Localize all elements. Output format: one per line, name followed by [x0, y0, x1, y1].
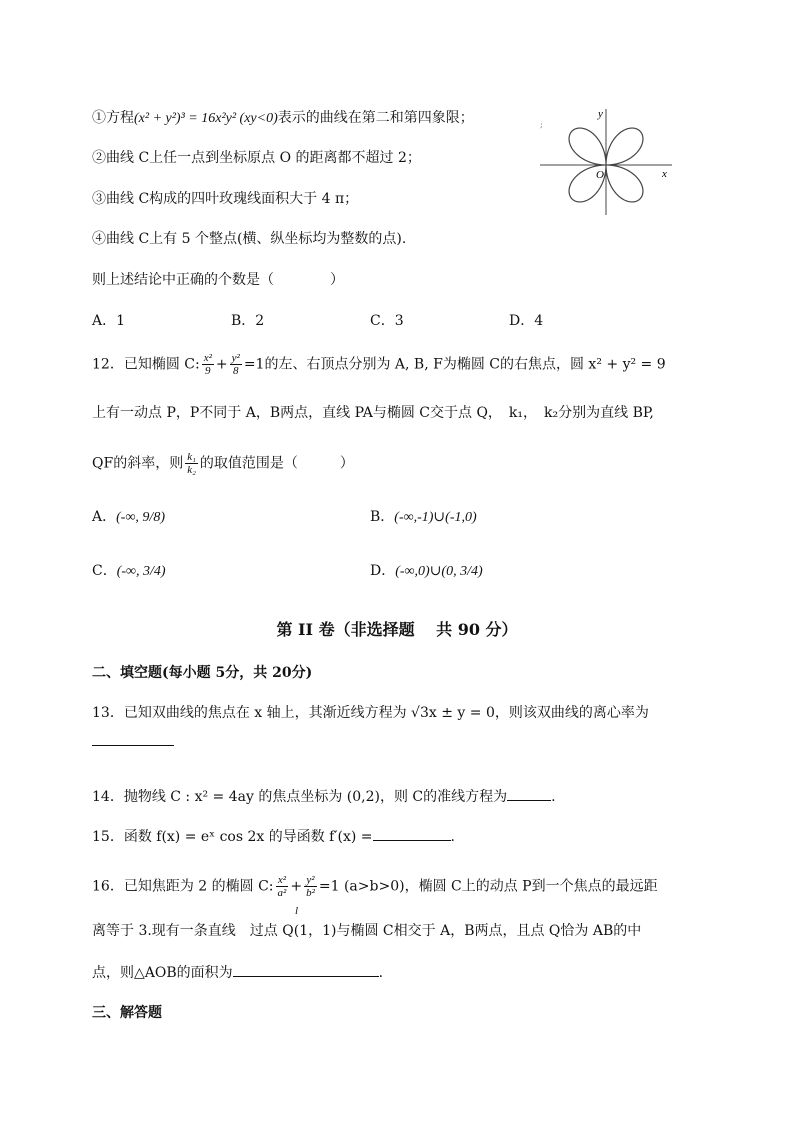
q14-stem: 14．抛物线 C : x² = 4ay 的焦点坐标为 (0,2)，则 C的准线方程为 [92, 789, 508, 805]
q13-text: 13．已知双曲线的焦点在 x 轴上，其渐近线方程为 √3x ± y = 0，则该双曲线的离心率为 [92, 705, 649, 721]
section-2-title: 第 II 卷（非选择题 共 90 分） [276, 620, 518, 639]
q12-line-1-tail: =1的左、右顶点分别为 A, B, F为椭圆 C的右焦点，圆 x² + y² = 9 [243, 356, 666, 373]
q12-option-b: B．(-∞,-1)∪(-1,0) [370, 509, 477, 525]
fill-in-section-title: 二、填空题(每小题 5分，共 20分) [92, 665, 313, 681]
origin-label: O [596, 169, 604, 181]
statement-1 [92, 108, 474, 129]
q12-option-d: D．(-∞,0)∪(0, 3/4) [370, 563, 483, 579]
q16-line-symbol: l [295, 905, 299, 917]
q12-frac-y: $\frac{\text{y²}}{8}$ [231, 352, 240, 377]
four-leaf-rose-figure [540, 105, 675, 217]
q11-option-c: C．3 [370, 313, 404, 329]
q14-period: . [551, 789, 556, 805]
answer-section-title: 三、解答题 [92, 1005, 162, 1021]
q12-option-a: A．(-∞, 9/8) [92, 509, 165, 525]
statement-3: ③曲线 C构成的四叶玫瑰线面积大于 4 π； [92, 191, 359, 207]
q12-line-2: 上有一动点 P，P不同于 A，B两点，直线 PA与椭圆 C交于点 Q， k₁， k₂分别为直线 BP, [92, 405, 654, 421]
figure-mark: ; [540, 120, 543, 129]
q11-option-d: D．4 [509, 313, 544, 329]
q12-option-c: C．(-∞, 3/4) [92, 563, 166, 579]
statement-1-tail: 表示的曲线在第二和第四象限； [277, 110, 474, 126]
q11-option-a: A．1 [92, 313, 126, 329]
q16-line-1: 16．已知焦距为 2 的椭圆 C: $\frac{\text{x²}}{\text{a²}}$ + $\frac{\text{y²}}{\text{b²}}$ =1 (a>b>0)，椭圆 C上的动点 P到一个焦点的最远距 [92, 874, 658, 899]
q12-line-3-prefix: QF的斜率，则 [92, 455, 184, 472]
q12-intro: 12．已知椭圆 C: [92, 356, 200, 373]
q11-option-b: B．2 [231, 313, 265, 329]
x-axis-label: x [662, 168, 667, 180]
q16-answer-blank[interactable] [233, 962, 379, 977]
statement-1-prefix: ①方程 [92, 110, 134, 126]
q15-stem: 15．函数 f(x) = eˣ cos 2x 的导函数 f′(x) = [92, 829, 373, 845]
q16-period: . [378, 965, 384, 981]
y-axis-label: y [598, 108, 603, 120]
q16-intro: 16．已知焦距为 2 的椭圆 C: [92, 878, 274, 895]
q16-line-2: 离等于 3.现有一条直线 过点 Q(1，1)与椭圆 C相交于 A，B两点，且点 Q恰为 AB的中 [92, 923, 642, 939]
q16-frac-y: $\frac{\text{y²}}{\text{b²}}$ [306, 874, 315, 899]
q15-answer-blank[interactable] [373, 826, 451, 841]
q16-frac-x: $\frac{\text{x²}}{\text{a²}}$ [277, 874, 287, 899]
statement-4: ④曲线 C上有 5 个整点(横、纵坐标均为整数的点). [92, 231, 407, 247]
q16-line-3 [92, 962, 383, 983]
q12-line-3-tail: 的取值范围是（ ） [199, 455, 354, 472]
q15-text [92, 826, 455, 847]
statement-1-equation: (x² + y²)³ = 16x²y² (xy<0) [134, 111, 278, 126]
question-11-stem: 则上述结论中正确的个数是（ ） [92, 272, 344, 288]
q15-period: . [450, 829, 455, 845]
q16-line-1-tail: =1 (a>b>0)，椭圆 C上的动点 P到一个焦点的最远距 [318, 878, 658, 895]
q16-line-3-prefix: 点，则△AOB的面积为 [92, 965, 233, 981]
q12-frac-k: $\frac{\text{k₁}}{\text{k₂}}$ [187, 451, 196, 476]
q12-line-3 [92, 451, 354, 476]
statement-2: ②曲线 C上任一点到坐标原点 O 的距离都不超过 2； [92, 150, 421, 166]
q14-text [92, 786, 556, 807]
q14-answer-blank[interactable] [507, 786, 551, 801]
q12-line-1: 12．已知椭圆 C: $\frac{\text{x²}}{9}$ + $\frac{\text{y²}}{8}$ =1的左、右顶点分别为 A, B, F为椭圆 C的右焦点，圆 x² + y² = 9 [92, 352, 666, 377]
q13-answer-blank[interactable] [92, 745, 174, 746]
q12-frac-x: $\frac{\text{x²}}{9}$ [203, 352, 212, 377]
